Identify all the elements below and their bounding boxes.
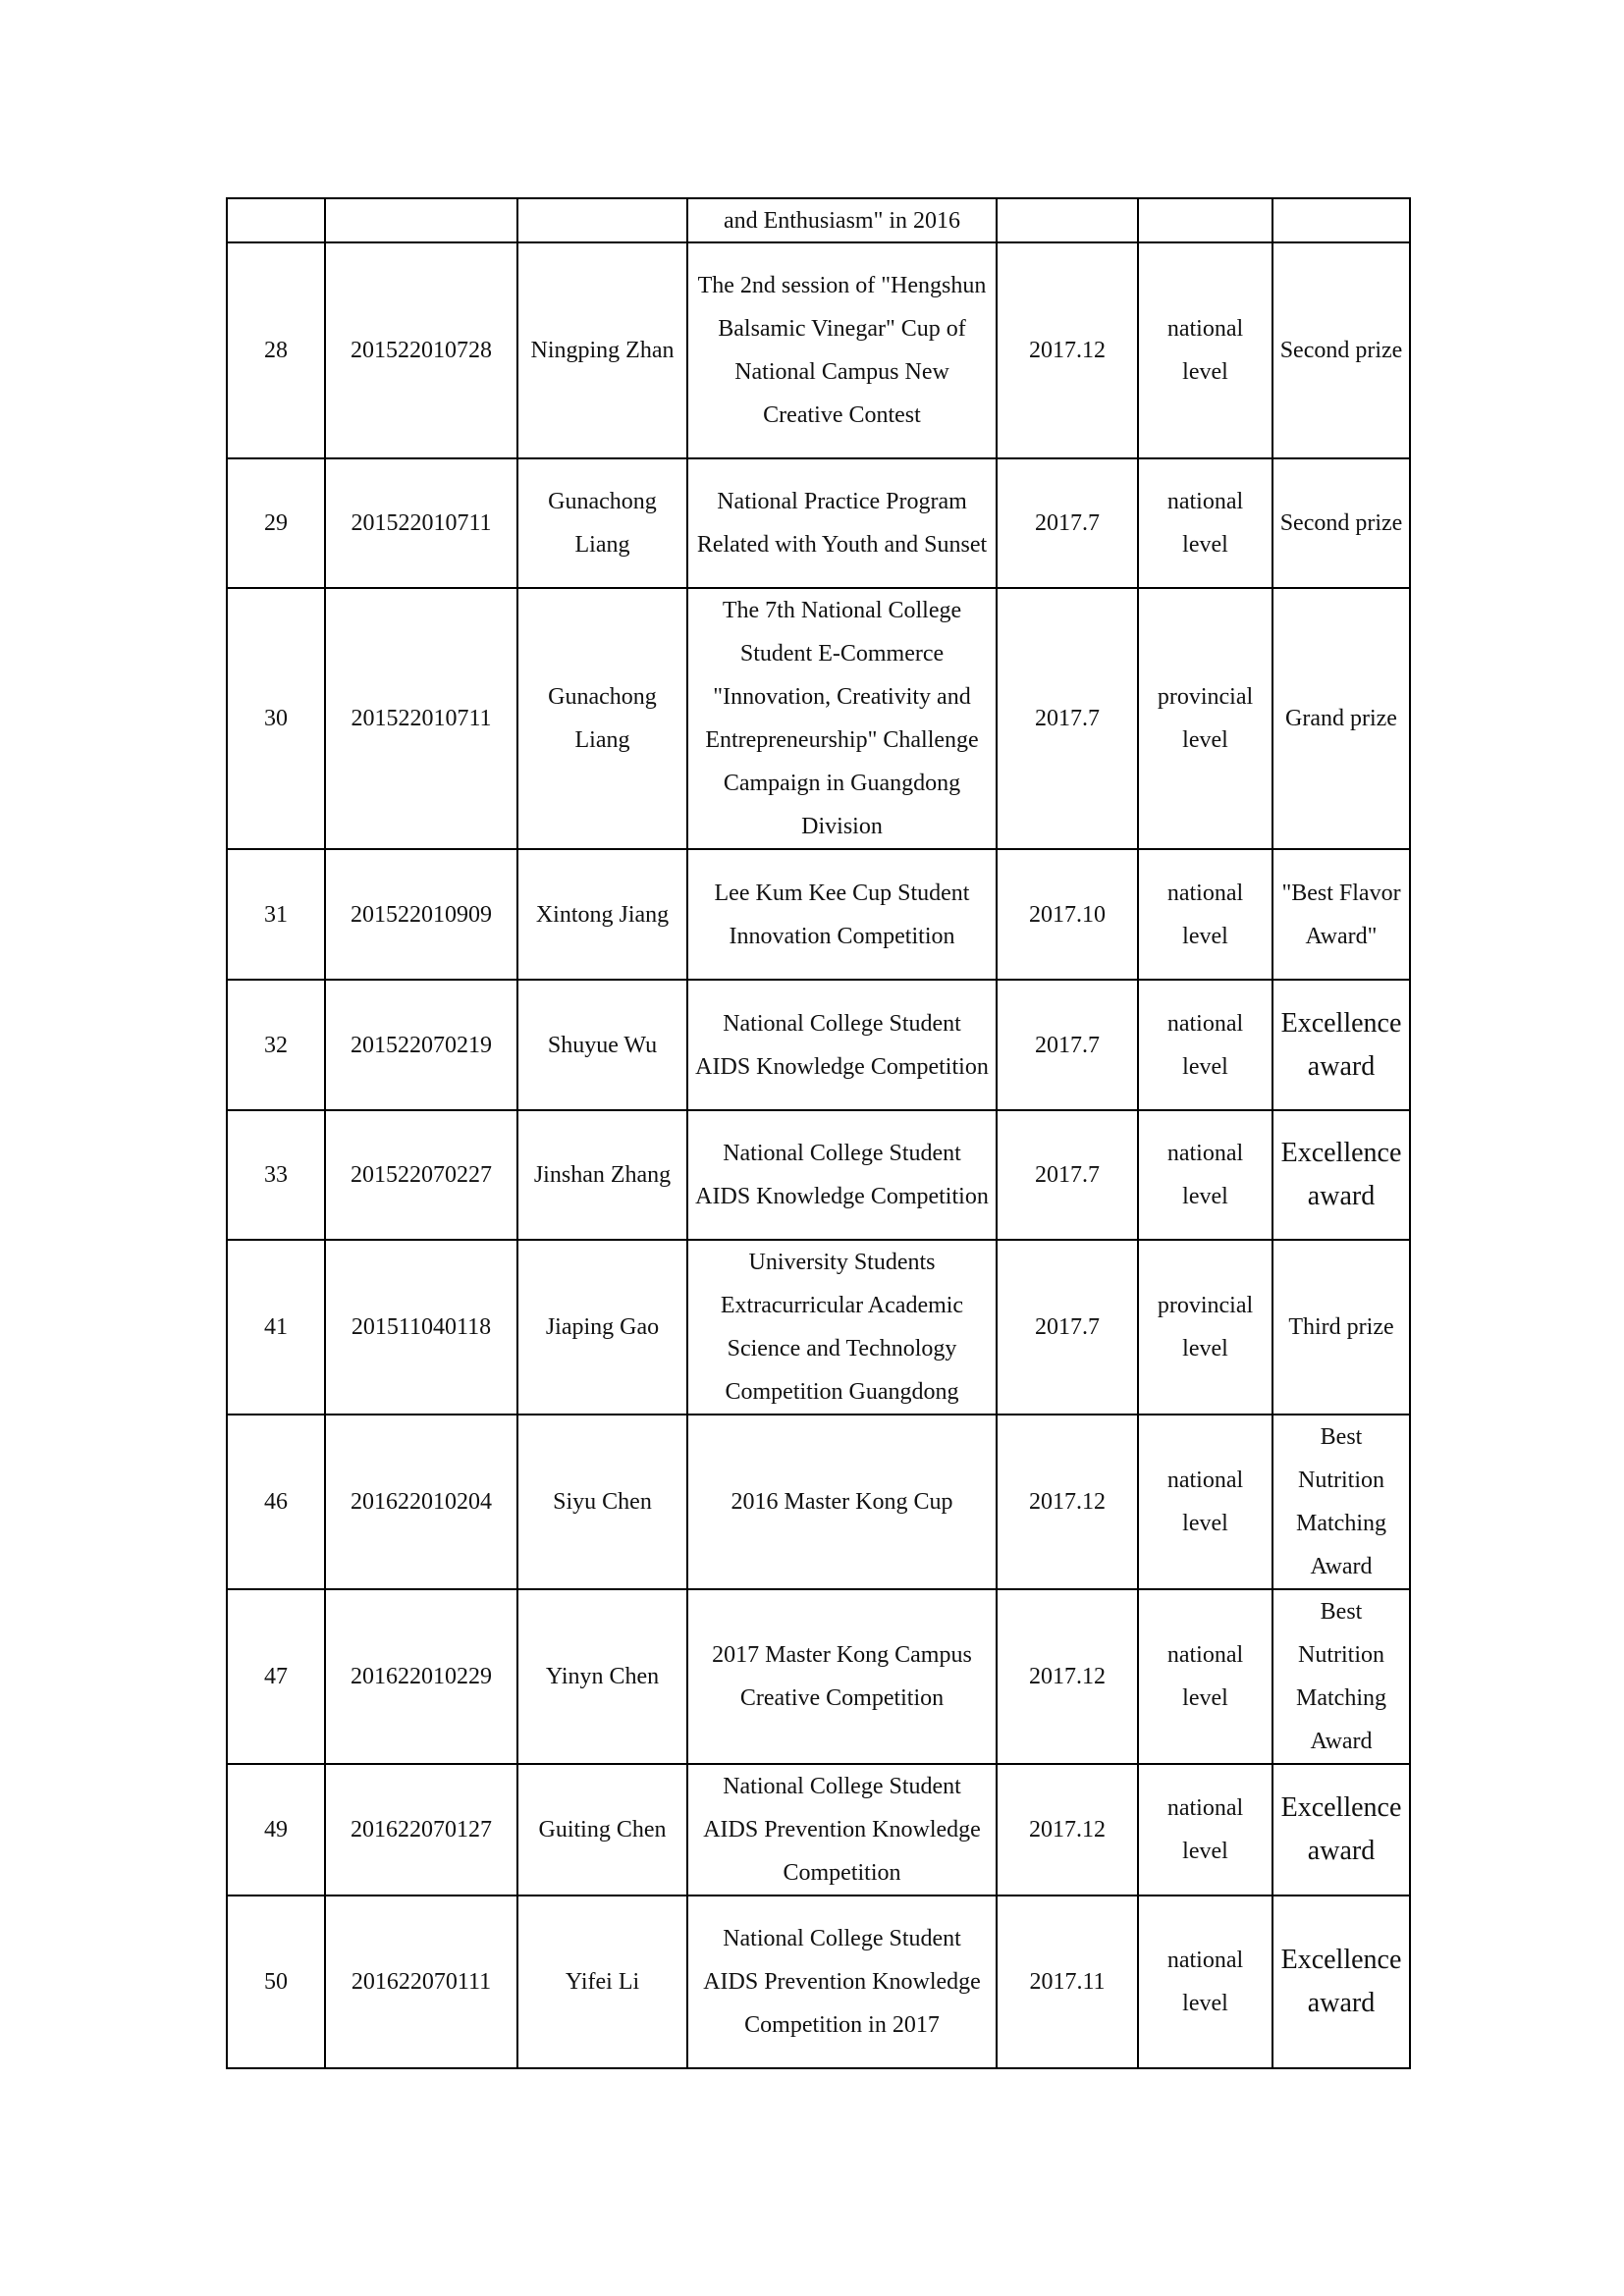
student-name-cell: Shuyue Wu: [517, 980, 687, 1110]
student-id-cell: 201522070219: [325, 980, 517, 1110]
level-cell: national level: [1138, 1589, 1272, 1764]
date-cell: 2017.7: [997, 1240, 1138, 1415]
table-row: [227, 242, 1410, 458]
award-cell: Excellence award: [1272, 980, 1410, 1110]
level-cell: provincial level: [1138, 588, 1272, 849]
date-cell: 2017.12: [997, 1764, 1138, 1896]
table-row: [227, 1589, 1410, 1764]
table-row: [227, 458, 1410, 588]
student-id-cell: 201622070127: [325, 1764, 517, 1896]
date-cell: 2017.12: [997, 1415, 1138, 1589]
student-name-cell: Jinshan Zhang: [517, 1110, 687, 1240]
row-number-cell: 29: [227, 458, 325, 588]
row-number-cell: [227, 198, 325, 242]
student-name-cell: Siyu Chen: [517, 1415, 687, 1589]
level-cell: national level: [1138, 1764, 1272, 1896]
student-id-cell: 201522010711: [325, 458, 517, 588]
date-cell: 2017.7: [997, 1110, 1138, 1240]
competition-cell: University Students Extracurricular Academic Science and Technology Competition Guangdong: [687, 1240, 997, 1415]
level-cell: national level: [1138, 1896, 1272, 2068]
award-cell: Best Nutrition Matching Award: [1272, 1589, 1410, 1764]
competition-cell: National College Student AIDS Prevention Knowledge Competition in 2017: [687, 1896, 997, 2068]
date-cell: 2017.7: [997, 980, 1138, 1110]
date-cell: 2017.12: [997, 242, 1138, 458]
student-name-cell: Yifei Li: [517, 1896, 687, 2068]
table-row: [227, 980, 1410, 1110]
date-cell: [997, 198, 1138, 242]
competition-cell: National College Student AIDS Knowledge Competition: [687, 980, 997, 1110]
student-name-cell: Jiaping Gao: [517, 1240, 687, 1415]
row-number-cell: 31: [227, 849, 325, 980]
awards-table: [226, 197, 1411, 2069]
competition-cell: 2016 Master Kong Cup: [687, 1415, 997, 1589]
competition-cell: National Practice Program Related with Youth and Sunset: [687, 458, 997, 588]
table-row: [227, 1240, 1410, 1415]
student-id-cell: 201511040118: [325, 1240, 517, 1415]
award-cell: Best Nutrition Matching Award: [1272, 1415, 1410, 1589]
date-cell: 2017.11: [997, 1896, 1138, 2068]
student-id-cell: 201622010204: [325, 1415, 517, 1589]
row-number-cell: 41: [227, 1240, 325, 1415]
student-name-cell: Ningping Zhan: [517, 242, 687, 458]
row-number-cell: 50: [227, 1896, 325, 2068]
level-cell: national level: [1138, 458, 1272, 588]
row-number-cell: 49: [227, 1764, 325, 1896]
date-cell: 2017.10: [997, 849, 1138, 980]
level-cell: provincial level: [1138, 1240, 1272, 1415]
table-row: [227, 1764, 1410, 1896]
award-cell: Excellence award: [1272, 1110, 1410, 1240]
competition-cell: and Enthusiasm" in 2016: [687, 198, 997, 242]
award-cell: Second prize: [1272, 458, 1410, 588]
table-row: [227, 1110, 1410, 1240]
level-cell: national level: [1138, 980, 1272, 1110]
competition-cell: The 2nd session of "Hengshun Balsamic Vinegar" Cup of National Campus New Creative Contest: [687, 242, 997, 458]
level-cell: national level: [1138, 242, 1272, 458]
competition-cell: 2017 Master Kong Campus Creative Competition: [687, 1589, 997, 1764]
row-number-cell: 47: [227, 1589, 325, 1764]
table-row: [227, 1415, 1410, 1589]
student-name-cell: Gunachong Liang: [517, 458, 687, 588]
student-id-cell: 201522010728: [325, 242, 517, 458]
student-name-cell: [517, 198, 687, 242]
table-row: [227, 588, 1410, 849]
student-id-cell: 201622010229: [325, 1589, 517, 1764]
row-number-cell: 32: [227, 980, 325, 1110]
award-cell: Grand prize: [1272, 588, 1410, 849]
student-id-cell: 201522010711: [325, 588, 517, 849]
level-cell: national level: [1138, 1415, 1272, 1589]
competition-cell: National College Student AIDS Prevention Knowledge Competition: [687, 1764, 997, 1896]
row-number-cell: 30: [227, 588, 325, 849]
table-row: [227, 849, 1410, 980]
row-number-cell: 28: [227, 242, 325, 458]
student-id-cell: [325, 198, 517, 242]
award-cell: Third prize: [1272, 1240, 1410, 1415]
competition-cell: The 7th National College Student E-Commerce "Innovation, Creativity and Entrepreneurship" Challenge Campaign in Guangdong Division: [687, 588, 997, 849]
date-cell: 2017.12: [997, 1589, 1138, 1764]
student-name-cell: Yinyn Chen: [517, 1589, 687, 1764]
date-cell: 2017.7: [997, 588, 1138, 849]
award-cell: [1272, 198, 1410, 242]
level-cell: national level: [1138, 849, 1272, 980]
level-cell: national level: [1138, 1110, 1272, 1240]
award-cell: Second prize: [1272, 242, 1410, 458]
award-cell: Excellence award: [1272, 1764, 1410, 1896]
student-name-cell: Gunachong Liang: [517, 588, 687, 849]
award-cell: Excellence award: [1272, 1896, 1410, 2068]
row-number-cell: 46: [227, 1415, 325, 1589]
student-name-cell: Guiting Chen: [517, 1764, 687, 1896]
level-cell: [1138, 198, 1272, 242]
award-cell: "Best Flavor Award": [1272, 849, 1410, 980]
table-row: [227, 1896, 1410, 2068]
student-id-cell: 201622070111: [325, 1896, 517, 2068]
row-number-cell: 33: [227, 1110, 325, 1240]
student-id-cell: 201522070227: [325, 1110, 517, 1240]
date-cell: 2017.7: [997, 458, 1138, 588]
student-id-cell: 201522010909: [325, 849, 517, 980]
competition-cell: Lee Kum Kee Cup Student Innovation Competition: [687, 849, 997, 980]
competition-cell: National College Student AIDS Knowledge Competition: [687, 1110, 997, 1240]
student-name-cell: Xintong Jiang: [517, 849, 687, 980]
table-row: [227, 198, 1410, 242]
